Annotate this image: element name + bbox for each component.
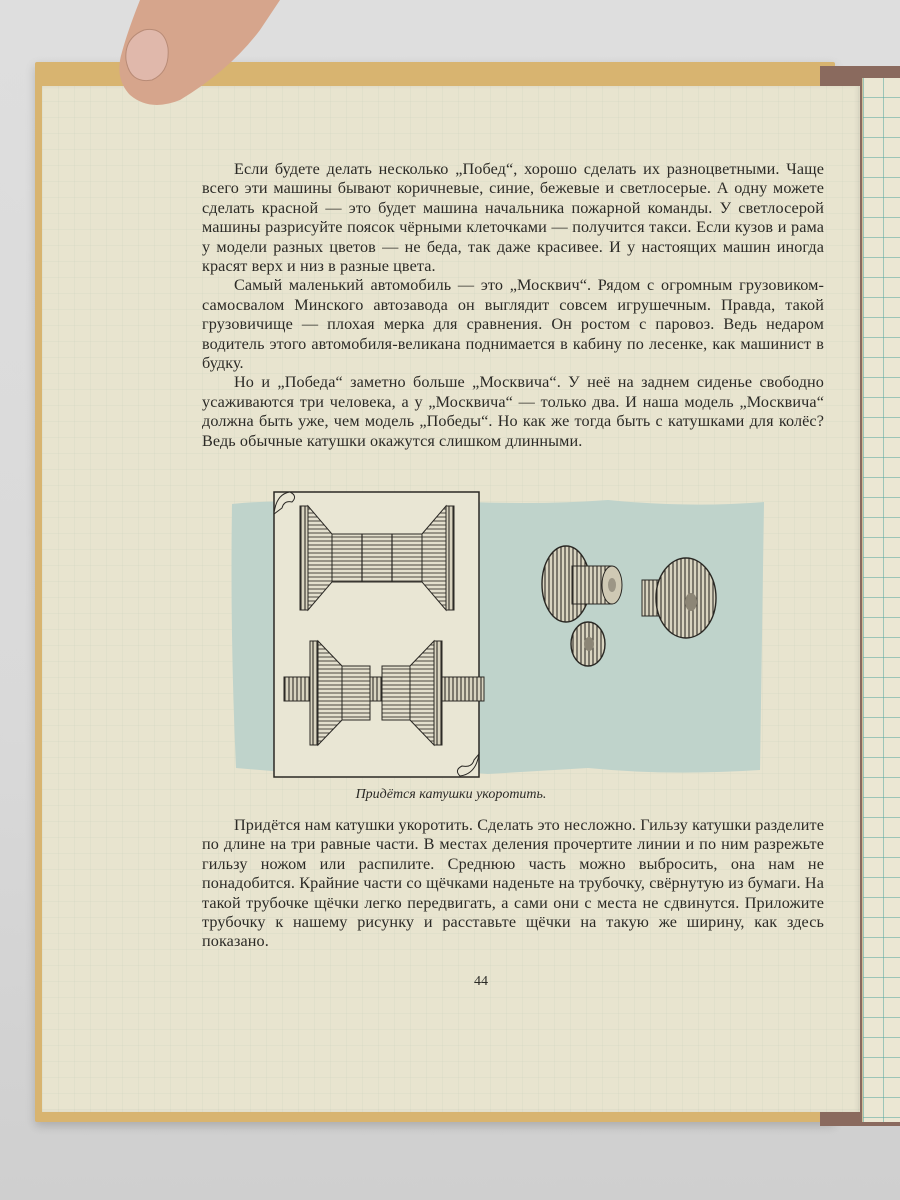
paragraph: Но и „Победа“ заметно больше „Москвича“. У неё на заднем сиденье свободно усаживаются три человека, а у „Москвича“ — только два. И наша модель „Москвича“ должна быть уже, чем модель „Победы“. Но как же тогда быть с катушками для колёс? Ведь обычные катушки окажутся слишком длинными. — [202, 373, 824, 450]
book-page — [42, 86, 860, 1112]
body-text-bottom — [202, 816, 824, 952]
paragraph: Самый маленький автомобиль — это „Москвич“. Рядом с огромным грузовиком-самосвалом Минского автозавода он выглядит совсем игрушечным. Правда, такой грузовичище — плохая мерка для сравнения. Он ростом с паровоз. Ведь недаром водитель этого автомобиля-великана поднимается в кабину по лесенке, как машинист в будку. — [202, 276, 824, 373]
adjacent-grid-page — [862, 78, 900, 1122]
figure-caption: Придётся катушки укоротить. — [355, 787, 547, 802]
paragraph: Если будете делать несколько „Побед“, хорошо сделать их разноцветными. Чаще всего эти машины бывают коричневые, синие, бежевые и светлосерые. А одну можете сделать красной — это будет машина начальника пожарной команды. У светлосерой машины разрисуйте поясок чёрными клеточками — получится такси. Если кузов и рама у модели разных цветов — не беда, так даже красивее. И у настоящих машин иногда красят верх и низ в разные цвета. — [202, 160, 824, 276]
thumb-holding-page — [110, 0, 280, 110]
paragraph: Придётся нам катушки укоротить. Сделать это несложно. Гильзу катушки разделите по длине на три равные части. В местах деления прочертите линии и по ним разрежьте гильзу ножом или распилите. Среднюю часть можно выбросить, она нам не понадобится. Крайние части со щёчками наденьте на трубочку, свёрнутую из бумаги. На такой трубочке щёчки легко передвигать, а сами они с места не сдвинутся. Приложите трубочку к нашему рисунку и расставьте щёчки на такую же ширину, как здесь показано. — [202, 816, 824, 951]
spool-illustration — [228, 484, 768, 782]
body-text-top — [202, 160, 824, 451]
page-number: 44 — [474, 974, 488, 989]
